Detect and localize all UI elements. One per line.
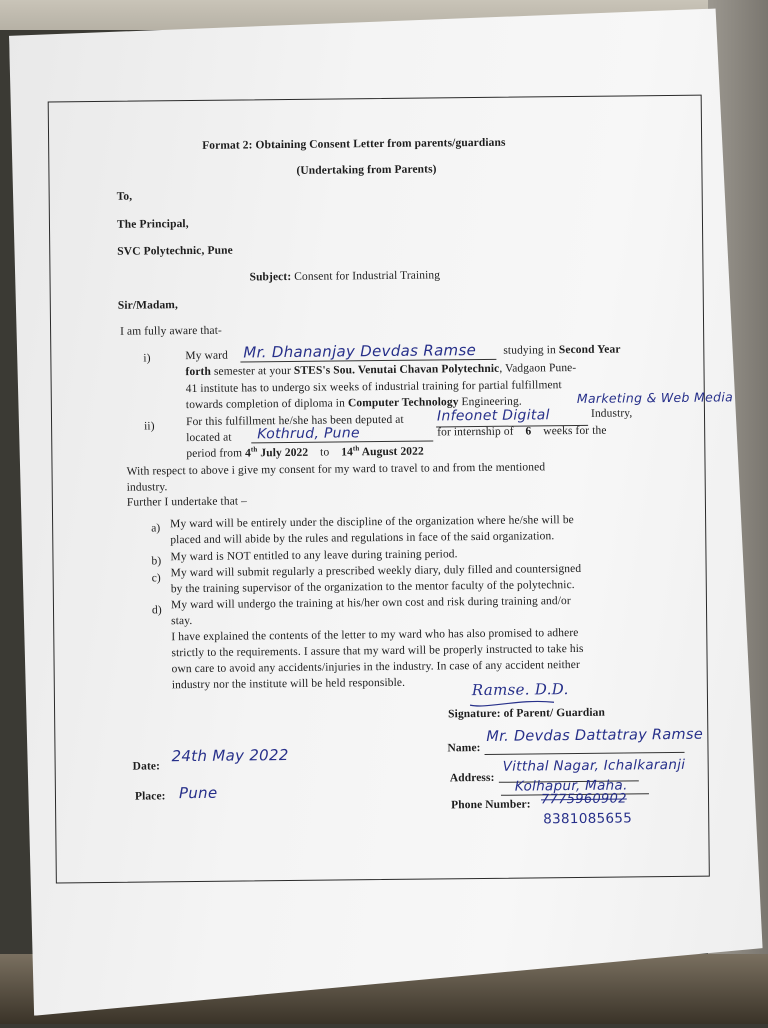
respect-line1: With respect to above i give my consent for my ward to travel to and from the mentioned	[126, 461, 546, 478]
point-a-label: a)	[151, 522, 161, 535]
respect-line2: industry.	[126, 481, 168, 494]
date-label: Date:	[132, 760, 161, 773]
point-c-line2: by the training supervisor of the organization to the mentor faculty of the polytechnic.	[170, 579, 575, 596]
item2-industry-word: Industry,	[590, 407, 633, 420]
item2-weeks-count: 6	[525, 425, 532, 438]
name-label: Name:	[447, 742, 481, 755]
address-label: Address:	[449, 771, 495, 785]
parent-name-handwritten: Mr. Devdas Dattatray Ramse	[486, 726, 704, 745]
phone-label: Phone Number:	[451, 798, 531, 812]
salutation: Sir/Madam,	[117, 299, 178, 312]
item1-text-d: , Vadgaon Pune-	[499, 361, 577, 375]
address-line1-handwritten: Vitthal Nagar, Ichalkaranji	[502, 756, 686, 775]
signature-handwritten: Ramse. D.D.	[471, 680, 569, 700]
ward-name-handwritten: Mr. Dhananjay Devdas Ramse	[243, 341, 477, 362]
period-to-label: to	[320, 446, 330, 459]
date-handwritten: 24th May 2022	[171, 746, 289, 766]
subject-label: Subject:	[249, 270, 292, 284]
point-d-line2: stay.	[171, 615, 193, 628]
item1-year: Second Year	[558, 343, 621, 357]
item1-text-c: semester at your	[213, 364, 291, 378]
item1-text-f: Engineering.	[461, 395, 522, 409]
item2-internship: for internship of	[437, 425, 514, 439]
address-line2-handwritten: Kolhapur, Maha.	[514, 777, 628, 795]
industry-handwritten: Infeonet Digital	[436, 407, 550, 425]
item1-institute: STES's Sou. Venutai Chavan Polytechnic	[293, 362, 500, 377]
item1-text-b: studying in	[503, 344, 556, 357]
item2-number: ii)	[144, 420, 155, 433]
subject-line	[249, 269, 440, 283]
point-a-line2: placed and will abide by the rules and regulations in face of the said organization.	[170, 530, 555, 547]
item1-branch: Computer Technology	[347, 396, 459, 410]
item1-number: i)	[143, 352, 151, 365]
closing-line4: industry nor the institute will be held responsible.	[171, 676, 406, 692]
place-label: Place:	[134, 790, 166, 803]
location-handwritten: Kothrud, Pune	[257, 425, 360, 443]
period-from-label: period from	[186, 447, 243, 460]
item1-text-a: My ward	[185, 349, 228, 363]
subject-text: Consent for Industrial Training	[294, 269, 441, 283]
closing-line3: own care to avoid any accidents/injuries in the industry. In case of any accident neither	[171, 658, 580, 676]
letter-title: Format 2: Obtaining Consent Letter from parents/guardians	[202, 136, 506, 152]
item1-semester: forth	[185, 365, 212, 379]
point-b-label: b)	[151, 555, 162, 568]
point-b-line1: My ward is NOT entitled to any leave during training period.	[170, 548, 458, 564]
point-c-line1: My ward will submit regularly a prescribed weekly diary, duly filled and countersigned	[170, 562, 582, 580]
item1-line1	[185, 350, 228, 362]
item1-text-e: towards completion of diploma in	[185, 397, 345, 412]
closing-line2: strictly to the requirements. I assure that my ward will be properly instructed to take his	[171, 642, 584, 660]
item2-weeks-text: weeks for the	[543, 424, 607, 438]
item1-line3: 41 institute has to undergo six weeks of industrial training for partial fulfillment	[185, 379, 562, 396]
item2-line1: For this fulfillment he/she has been deputed at	[185, 413, 404, 429]
point-d-label: d)	[151, 604, 162, 617]
closing-line1: I have explained the contents of the letter to my ward who has also promised to adhere	[171, 626, 579, 644]
point-c-label: c)	[151, 572, 161, 585]
phone1-handwritten: 7775960902	[540, 791, 627, 808]
item2-line2-end	[437, 425, 606, 439]
item2-line3	[186, 444, 424, 460]
to-line: To,	[116, 190, 133, 203]
principal-line: The Principal,	[116, 218, 189, 231]
college-line: SVC Polytechnic, Pune	[117, 244, 233, 258]
undertake-line: Further I undertake that –	[126, 495, 248, 509]
period-start: 4th July 2022	[245, 445, 309, 460]
period-end: 14th August 2022	[341, 444, 424, 459]
point-d-line1: My ward will undergo the training at his/her own cost and risk during training and/or	[170, 595, 571, 612]
signature-label: Signature: of Parent/ Guardian	[448, 706, 606, 721]
intro-line: I am fully aware that-	[120, 324, 222, 338]
place-handwritten: Pune	[178, 783, 218, 803]
letter-subtitle: (Undertaking from Parents)	[296, 163, 437, 177]
item2-located: located at	[186, 431, 232, 445]
phone2-handwritten: 8381085655	[543, 810, 633, 828]
industry-extra-handwritten: Marketing & Web Media	[576, 389, 734, 406]
point-a-line1: My ward will be entirely under the discipline of the organization where he/she will be	[170, 514, 574, 531]
item1-line1-end	[503, 344, 620, 357]
